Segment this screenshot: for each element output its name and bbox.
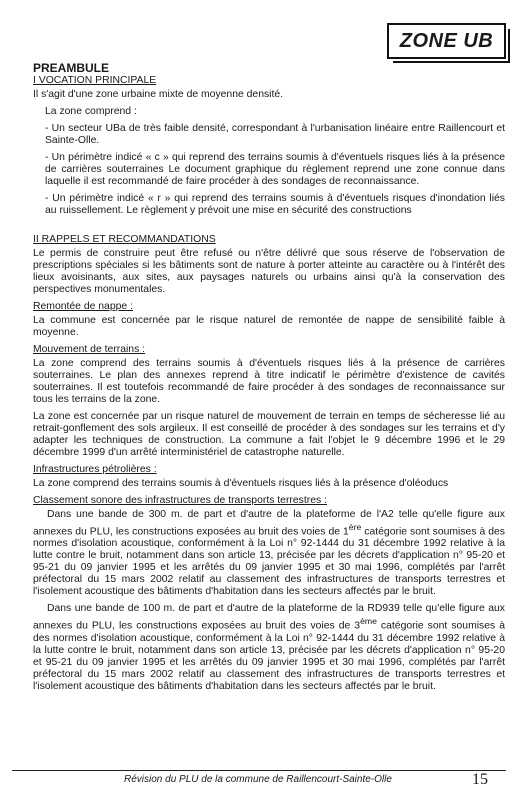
rappels-intro: Le permis de construire peut être refusé ou n'être délivré que sous réserve de l'observation de prescriptions spéciales si les bâtiments sont de nature à porter atteinte au caractère ou à l'intérêt des lieux avoisinants, aux sites, aux paysages naturels ou urbains ainsi qu'à la conservation des perspectives monumentales.: [33, 248, 505, 295]
a2-paragraph: [33, 509, 505, 598]
vocation-intro: Il s'agit d'une zone urbaine mixte de moyenne densité.: [33, 89, 284, 100]
infra-heading: Infrastructures pétrolières :: [33, 464, 157, 475]
document-body: [33, 62, 505, 698]
vocation-item-r: - Un périmètre indicé « r » qui reprend des terrains soumis à d'éventuels risques d'inondation liés au ruissellement. Le règlement y prévoit une mise en sécurité des constructions: [45, 193, 505, 216]
a2-text-pre: Dans une bande de 300 m. de part et d'autre de la plateforme de l'A2 telle qu'elle figure aux annexes du PLU, les constructions exposées au bruit des voies de 1: [33, 509, 505, 538]
footer-text: Révision du PLU de la commune de Raillencourt-Sainte-Olle: [124, 774, 392, 785]
remontee-text: La commune est concernée par le risque naturel de remontée de nappe de sensibilité faible à moyenne.: [33, 315, 505, 338]
mouvement-text-1: La zone comprend des terrains soumis à d'éventuels risques liés à la présence de carrières souterraines. Le plan des annexes reprend à titre indicatif le périmètre d'existence de cavités souterraines. Il est toutefois recommandé de faire procéder à des sondages de reconnaissance sur tous les terrains de la zone.: [33, 358, 505, 405]
vocation-item-c: - Un périmètre indicé « c » qui reprend des terrains soumis à d'éventuels risques liés à la présence de carrières souterraines Le document graphique du règlement reprend une zone connue dans laquelle il est recommandé de faire procéder à des sondages de reconnaissance.: [45, 152, 505, 187]
rd939-paragraph: [33, 603, 505, 692]
page-number: 15: [472, 771, 488, 788]
mouvement-text-2: La zone est concernée par un risque naturel de mouvement de terrain en temps de sécheresse lié au retrait-gonflement des sols argileux. Il est conseillé de procéder à des sondages sur les terrains et d'y adapter les techniques de construction. La commune a fait l'objet le 9 décembre 1996 et le 29 décembre 1999 d'un arrêté interministériel de catastrophe naturelle.: [33, 411, 505, 458]
rappels-heading: II RAPPELS ET RECOMMANDATIONS: [33, 234, 216, 245]
a2-sup: ère: [348, 522, 362, 532]
preambule-title: PREAMBULE: [33, 61, 110, 75]
vocation-heading: I VOCATION PRINCIPALE: [33, 75, 157, 86]
rd939-text-post: catégorie sont soumises à des normes d'isolation acoustique, conformément à la Loi n° 92-1444 du 31 décembre 1992 relative à la lutte contre le bruit, notamment dans son article 13, précisée par les décrets d'application n° 95-20 et 95-21 du 09 janvier 1995 et les arrêtés du 09 janvier 1995 et 30 mai 1996, complétés par l'arrêt préfectoral du 15 mars 2002 relatif au classement des infrastructures de transports terrestres et l'isolement acoustique des bâtiments d'habitation dans les secteurs affectés par le bruit.: [33, 620, 505, 692]
a2-text-post: catégorie sont soumises à des normes d'isolation acoustique, conformément à la Loi n° 92-1444 du 31 décembre 1992 relative à la lutte contre le bruit, notamment dans son article 13, précisée par les décrets d'application n° 95-20 et 95-21 du 09 janvier 1995 et les arrêtés du 09 janvier 1995 et 30 mai 1996, complétés par l'arrêt préfectoral du 15 mars 2002 relatif au classement des infrastructures de transports terrestres et l'isolement acoustique des bâtiments d'habitation dans les secteurs affectés par le bruit.: [33, 526, 505, 598]
zone-label-text: ZONE UB: [399, 29, 494, 52]
infra-text: La zone comprend des terrains soumis à d'éventuels risques liés à la présence d'oléoducs: [33, 478, 449, 489]
footer-rule: [12, 770, 506, 771]
zone-label: [387, 23, 506, 59]
classement-heading: Classement sonore des infrastructures de transports terrestres :: [33, 495, 327, 506]
vocation-comprend: La zone comprend :: [45, 106, 137, 117]
mouvement-heading: Mouvement de terrains :: [33, 344, 146, 355]
vocation-item-uba: - Un secteur UBa de très faible densité, correspondant à l'urbanisation linéaire entre Raillencourt et Sainte-Olle.: [45, 123, 505, 146]
rd939-sup: ème: [360, 616, 377, 627]
rd939-text-pre: Dans une bande de 100 m. de part et d'autre de la plateforme de la RD939 telle qu'elle figure aux annexes du PLU, les constructions exposées au bruit des voies de 3: [33, 603, 505, 632]
remontee-heading: Remontée de nappe :: [33, 301, 133, 312]
